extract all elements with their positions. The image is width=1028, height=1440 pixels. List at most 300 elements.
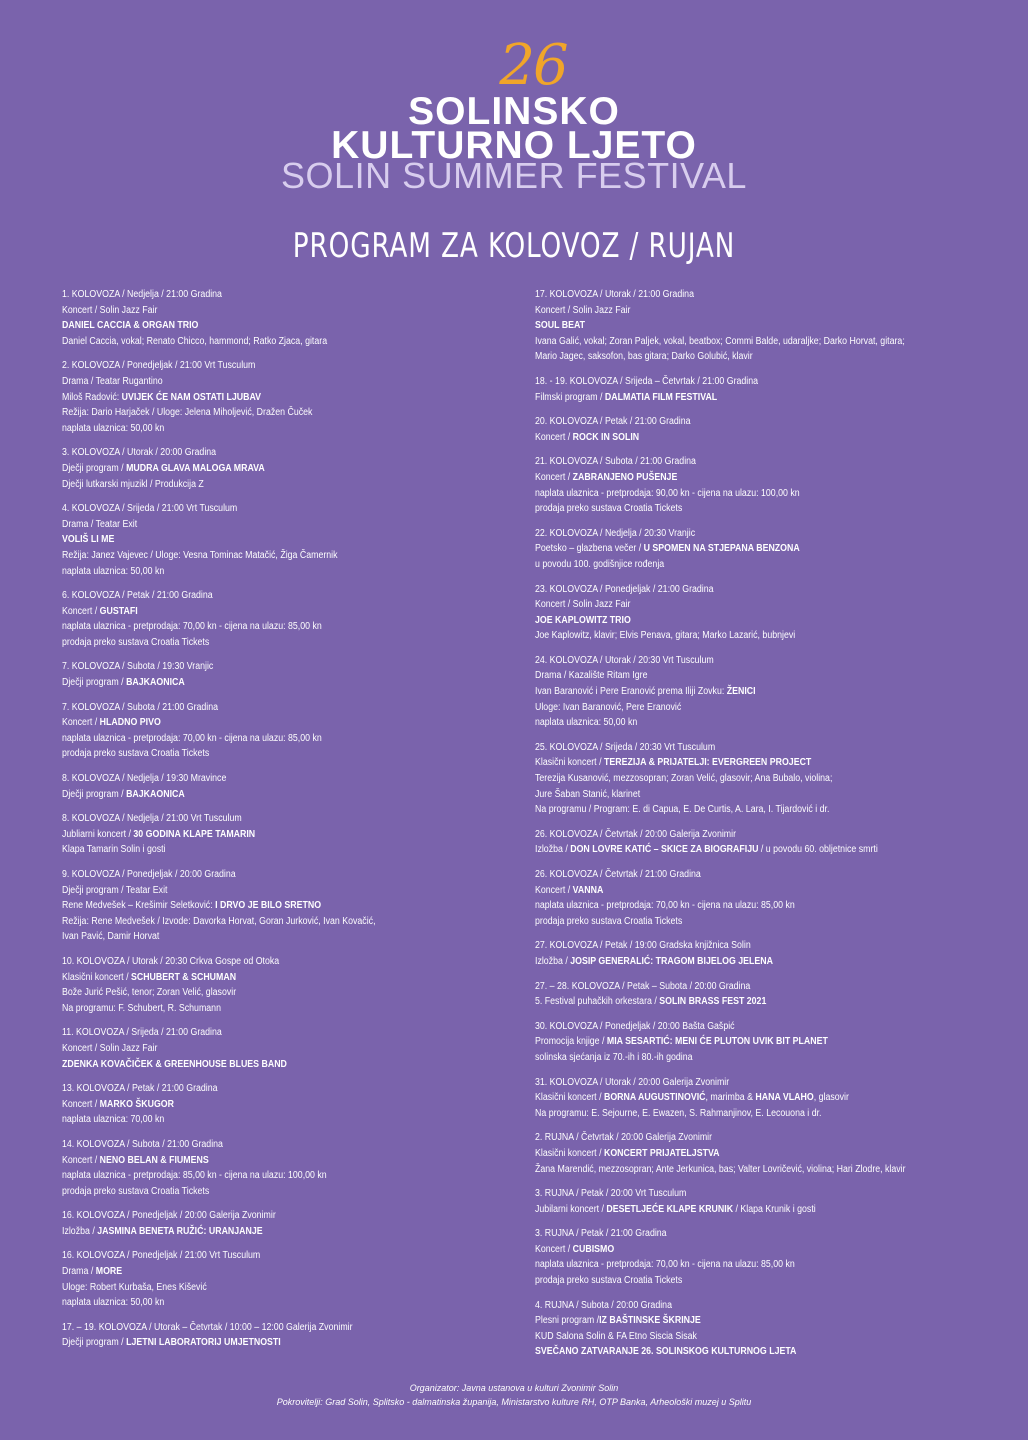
event-line xyxy=(535,303,940,319)
event-line xyxy=(535,334,940,350)
event-text: naplata ulaznica - pretprodaja: 70,00 kn - cijena na ulazu: 85,00 kn xyxy=(535,900,795,912)
event-line xyxy=(62,898,460,914)
event-line xyxy=(62,548,460,564)
event-title: ZABRANJENO PUŠENJE xyxy=(572,471,678,483)
event-title: SVEČANO ZATVARANJE 26. SOLINSKOG KULTURNOG LJETA xyxy=(535,1346,797,1358)
event-line xyxy=(62,1295,460,1311)
event-text: Koncert / Solin Jazz Fair xyxy=(535,304,631,316)
program-column-right xyxy=(535,287,995,1369)
event-item xyxy=(535,740,995,818)
event-text: Klasični koncert / xyxy=(62,971,131,983)
event-line xyxy=(535,1273,940,1289)
event-text: Dječji program / Teatar Exit xyxy=(62,884,168,896)
event-item xyxy=(62,588,514,650)
edition-number: 26 xyxy=(499,33,567,98)
event-date xyxy=(535,653,940,669)
event-line xyxy=(62,405,460,421)
event-text: Klapa Tamarin Solin i gosti xyxy=(62,844,166,856)
event-text: prodaja preko sustava Croatia Tickets xyxy=(62,636,210,648)
event-line xyxy=(535,501,940,517)
event-title: MIA SESARTIĆ: MENI ĆE PLUTON UVIK BIT PLANET xyxy=(606,1036,828,1048)
event-text: 26. KOLOVOZA / Četvrtak / 21:00 Gradina xyxy=(535,869,701,880)
event-line xyxy=(535,914,940,930)
event-title: SOLIN BRASS FEST 2021 xyxy=(659,996,767,1008)
event-line xyxy=(62,970,460,986)
event-line xyxy=(535,898,940,914)
event-item xyxy=(535,1298,995,1360)
event-text: 27. KOLOVOZA / Petak / 19:00 Gradska knjižnica Solin xyxy=(535,940,751,952)
event-line xyxy=(62,1112,460,1128)
event-text: Režija: Dario Harjaček / Uloge: Jelena Miholjević, Dražen Čuček xyxy=(62,407,313,419)
event-item xyxy=(62,811,514,858)
event-text: 7. KOLOVOZA / Subota / 19:30 Vranjic xyxy=(62,661,214,673)
event-text: Bože Jurić Pešić, tenor; Zoran Velić, glasovir xyxy=(62,987,237,999)
event-item xyxy=(62,1025,514,1072)
event-date xyxy=(535,867,940,883)
event-line xyxy=(535,557,940,573)
event-text: Promocija knjige / xyxy=(535,1036,607,1048)
event-title: DON LOVRE KATIĆ – SKICE ZA BIOGRAFIJU xyxy=(570,844,759,856)
event-date xyxy=(535,1075,940,1091)
logo-line-kulturno-ljeto: KULTURNO LJETO xyxy=(331,124,697,167)
event-text: Drama / Kazalište Ritam Igre xyxy=(535,670,648,682)
event-line xyxy=(62,334,460,350)
event-title: ROCK IN SOLIN xyxy=(572,431,640,443)
event-text: prodaja preko sustava Croatia Tickets xyxy=(535,1275,683,1287)
event-text: 17. KOLOVOZA / Utorak / 21:00 Gradina xyxy=(535,289,694,300)
event-item xyxy=(535,979,995,1010)
event-title: BAJKAONICA xyxy=(126,677,185,689)
event-date xyxy=(62,445,460,461)
event-text: 8. KOLOVOZA / Nedjelja / 21:00 Vrt Tusculum xyxy=(62,813,242,825)
event-text: 3. RUJNA / Petak / 20:00 Vrt Tusculum xyxy=(535,1188,687,1200)
event-item xyxy=(535,1186,995,1217)
event-text: Rene Medvešek – Krešimir Seletković: xyxy=(62,900,216,912)
event-text: Na programu: E. Sejourne, E. Ewazen, S. Rahmanjinov, E. Lecouona i dr. xyxy=(535,1107,822,1119)
event-text: Koncert / xyxy=(62,1154,100,1166)
event-title: LJETNI LABORATORIJ UMJETNOSTI xyxy=(126,1337,281,1349)
event-text: naplata ulaznica: 50,00 kn xyxy=(535,717,638,729)
event-text: Dječji program / xyxy=(62,788,127,800)
event-text: u povodu 100. godišnjice rođenja xyxy=(535,558,665,570)
event-title: TEREZIJA & PRIJATELJI: EVERGREEN PROJECT xyxy=(603,757,812,769)
event-title: MUDRA GLAVA MALOGA MRAVA xyxy=(126,462,265,474)
event-line xyxy=(62,1224,460,1240)
event-line xyxy=(535,470,940,486)
event-date xyxy=(62,811,460,827)
event-item xyxy=(62,287,514,349)
event-date xyxy=(535,526,940,542)
event-line xyxy=(535,318,940,334)
event-date xyxy=(535,1226,940,1242)
event-line xyxy=(62,883,460,899)
event-title: DESETLJEĆE KLAPE KRUNIK xyxy=(606,1203,734,1215)
event-line xyxy=(535,1146,940,1162)
event-line xyxy=(62,619,460,635)
event-text: 3. KOLOVOZA / Utorak / 20:00 Gradina xyxy=(62,447,217,459)
event-text: Klasični koncert / xyxy=(535,1092,604,1104)
event-text: prodaja preko sustava Croatia Tickets xyxy=(535,503,683,515)
event-item xyxy=(535,1226,995,1288)
event-title: VANNA xyxy=(572,884,604,896)
event-date xyxy=(535,1130,940,1146)
event-item xyxy=(535,1019,995,1066)
event-title: KONCERT PRIJATELJSTVA xyxy=(603,1147,720,1159)
event-text: Na programu: F. Schubert, R. Schumann xyxy=(62,1002,221,1014)
event-text: KUD Salona Solin & FA Etno Siscia Sisak xyxy=(535,1330,697,1342)
logo-line-summer-festival: SOLIN SUMMER FESTIVAL xyxy=(281,155,747,196)
event-line xyxy=(535,700,940,716)
event-line xyxy=(535,1257,940,1273)
event-line xyxy=(535,486,940,502)
event-text: Koncert / xyxy=(62,717,100,729)
event-item xyxy=(535,414,995,445)
event-date xyxy=(535,287,940,303)
event-date xyxy=(62,1137,460,1153)
event-text: 16. KOLOVOZA / Ponedjeljak / 20:00 Galerija Zvonimir xyxy=(62,1210,276,1222)
event-text: 21. KOLOVOZA / Subota / 21:00 Gradina xyxy=(535,456,696,468)
event-text: Ivan Baranović i Pere Eranović prema Iliji Zovku: xyxy=(535,686,727,698)
event-title: HANA VLAHO xyxy=(755,1092,814,1104)
event-text: Mario Jagec, saksofon, bas gitara; Darko Golubić, klavir xyxy=(535,351,753,363)
event-item xyxy=(535,1075,995,1122)
event-text: naplata ulaznica - pretprodaja: 70,00 kn - cijena na ulazu: 85,00 kn xyxy=(62,732,322,744)
event-line xyxy=(62,1280,460,1296)
event-line xyxy=(62,1168,460,1184)
event-line xyxy=(535,771,940,787)
event-text: Koncert / xyxy=(535,431,573,443)
event-text: 2. RUJNA / Četvrtak / 20:00 Galerija Zvonimir xyxy=(535,1132,713,1144)
event-text: 8. KOLOVOZA / Nedjelja / 19:30 Mravince xyxy=(62,773,227,785)
event-item xyxy=(62,867,514,945)
event-item xyxy=(535,827,995,858)
event-text: 25. KOLOVOZA / Srijeda / 20:30 Vrt Tusculum xyxy=(535,741,716,753)
event-text: 5. Festival puhačkih orkestara / xyxy=(535,996,660,1008)
event-text: Joe Kaplowitz, klavir; Elvis Penava, gitara; Marko Lazarić, bubnjevi xyxy=(535,630,796,642)
event-text: Klasični koncert / xyxy=(535,757,604,769)
event-line xyxy=(535,390,940,406)
event-text: Ivan Pavić, Damir Horvat xyxy=(62,931,160,943)
event-line xyxy=(535,1050,940,1066)
event-item xyxy=(535,1130,995,1177)
event-date xyxy=(535,740,940,756)
event-line xyxy=(62,421,460,437)
event-line xyxy=(535,613,940,629)
event-line xyxy=(62,1153,460,1169)
event-line xyxy=(62,1335,460,1351)
event-text: Plesni program / xyxy=(535,1315,600,1327)
event-title: JASMINA BENETA RUŽIĆ: URANJANJE xyxy=(97,1225,263,1237)
event-text: 30. KOLOVOZA / Ponedjeljak / 20:00 Bašta Gašpić xyxy=(535,1020,735,1032)
event-item xyxy=(535,526,995,573)
footer-organizer: Organizator: Javna ustanova u kulturi Zvonimir Solin xyxy=(409,1383,619,1393)
event-line xyxy=(535,715,940,731)
event-date xyxy=(62,867,460,883)
event-line xyxy=(62,1041,460,1057)
event-date xyxy=(62,1025,460,1041)
event-text: 18. - 19. KOLOVOZA / Srijeda – Četvrtak / 21:00 Gradina xyxy=(535,375,759,387)
event-text: 22. KOLOVOZA / Nedjelja / 20:30 Vranjic xyxy=(535,527,696,539)
event-line xyxy=(62,1057,460,1073)
event-text: 27. – 28. KOLOVOZA / Petak – Subota / 20:00 Gradina xyxy=(535,980,751,992)
event-text: 4. KOLOVOZA / Srijeda / 21:00 Vrt Tusculum xyxy=(62,503,238,515)
event-text: Uloge: Robert Kurbaša, Enes Kišević xyxy=(62,1281,207,1293)
event-text: Koncert / xyxy=(535,471,573,483)
event-text: 4. RUJNA / Subota / 20:00 Gradina xyxy=(535,1299,672,1311)
event-line xyxy=(62,461,460,477)
event-text: Klasični koncert / xyxy=(535,1147,604,1159)
event-text: 20. KOLOVOZA / Petak / 21:00 Gradina xyxy=(535,416,691,428)
event-date xyxy=(535,454,940,470)
event-text: Dječji lutkarski mjuzikl / Produkcija Z xyxy=(62,478,204,490)
event-title: ZDENKA KOVAČIČEK & GREENHOUSE BLUES BAND xyxy=(62,1058,287,1070)
event-item xyxy=(62,1208,514,1239)
event-line xyxy=(62,390,460,406)
event-line xyxy=(535,1242,940,1258)
event-text: prodaja preko sustava Croatia Tickets xyxy=(535,915,683,927)
event-item xyxy=(62,445,514,492)
event-text: naplata ulaznica - pretprodaja: 70,00 kn - cijena na ulazu: 85,00 kn xyxy=(535,1259,795,1271)
event-title: 30 GODINA KLAPE TAMARIN xyxy=(133,828,256,840)
event-date xyxy=(535,938,940,954)
event-text: / u povodu 60. obljetnice smrti xyxy=(758,844,878,856)
event-date xyxy=(62,659,460,675)
event-date xyxy=(535,582,940,598)
event-item xyxy=(535,938,995,969)
event-date xyxy=(535,414,940,430)
event-text: Dječji program / xyxy=(62,1337,127,1349)
event-date xyxy=(535,1298,940,1314)
event-title: HLADNO PIVO xyxy=(99,717,161,729)
event-title: JOSIP GENERALIĆ: TRAGOM BIJELOG JELENA xyxy=(570,955,773,967)
event-text: naplata ulaznica - pretprodaja: 70,00 kn - cijena na ulazu: 85,00 kn xyxy=(62,621,322,633)
event-text: Poetsko – glazbena večer / xyxy=(535,543,644,555)
event-line xyxy=(535,802,940,818)
event-date xyxy=(62,1320,460,1336)
event-title: I DRVO JE BILO SRETNO xyxy=(215,900,322,912)
event-text: / Klapa Krunik i gosti xyxy=(733,1203,816,1215)
event-text: 23. KOLOVOZA / Ponedjeljak / 21:00 Gradina xyxy=(535,583,714,595)
event-date xyxy=(535,1186,940,1202)
event-line xyxy=(535,1313,940,1329)
event-line xyxy=(535,349,940,365)
event-text: Drama / Teatar Rugantino xyxy=(62,375,163,387)
event-line xyxy=(62,318,460,334)
event-title: JOE KAPLOWITZ TRIO xyxy=(535,614,631,626)
event-text: Ivana Galić, vokal; Zoran Paljek, vokal, beatbox; Commi Balde, udaraljke; Darko Horvat, gitara; xyxy=(535,335,905,347)
event-date xyxy=(535,827,940,843)
event-line xyxy=(535,628,940,644)
event-line xyxy=(62,532,460,548)
event-title: NENO BELAN & FIUMENS xyxy=(99,1154,209,1166)
event-title: DANIEL CACCIA & ORGAN TRIO xyxy=(62,320,199,332)
event-text: Žana Marendić, mezzosopran; Ante Jerkunica, bas; Valter Lovričević, violina; Hari Zlodre, klavir xyxy=(535,1163,906,1175)
event-line xyxy=(535,1090,940,1106)
event-date xyxy=(62,358,460,374)
event-text: Koncert / Solin Jazz Fair xyxy=(62,304,158,316)
event-text: naplata ulaznica: 50,00 kn xyxy=(62,1297,165,1309)
event-text: naplata ulaznica: 50,00 kn xyxy=(62,565,165,577)
event-date xyxy=(62,1208,460,1224)
logo-line-solinsko: SOLINSKO xyxy=(408,90,620,133)
event-line xyxy=(62,914,460,930)
event-title: DALMATIA FILM FESTIVAL xyxy=(604,391,718,403)
program-column-left xyxy=(62,287,514,1360)
event-line xyxy=(535,755,940,771)
festival-logo xyxy=(0,0,1028,200)
event-line xyxy=(62,517,460,533)
event-line xyxy=(535,430,940,446)
event-line xyxy=(62,1001,460,1017)
event-date xyxy=(62,588,460,604)
event-title: U SPOMEN NA STJEPANA BENZONA xyxy=(643,543,800,555)
event-text: Jubilarni koncert / xyxy=(535,1203,607,1215)
event-line xyxy=(535,1329,940,1345)
event-title: BORNA AUGUSTINOVIĆ xyxy=(603,1092,706,1104)
event-text: prodaja preko sustava Croatia Tickets xyxy=(62,1185,210,1197)
event-line xyxy=(62,746,460,762)
event-item xyxy=(535,867,995,929)
event-text: Koncert / Solin Jazz Fair xyxy=(62,1042,158,1054)
event-item xyxy=(62,771,514,802)
event-text: Jure Šaban Stanić, klarinet xyxy=(535,788,641,800)
event-item xyxy=(62,1137,514,1199)
event-text: 7. KOLOVOZA / Subota / 21:00 Gradina xyxy=(62,701,219,713)
event-text: Na programu / Program: E. di Capua, E. De Curtis, A. Lara, I. Tijardović i dr. xyxy=(535,804,830,816)
event-text: 26. KOLOVOZA / Četvrtak / 20:00 Galerija Zvonimir xyxy=(535,828,737,840)
event-date xyxy=(62,700,460,716)
event-item xyxy=(535,582,995,644)
event-date xyxy=(535,979,940,995)
event-title: VOLIŠ LI ME xyxy=(62,534,115,546)
event-date xyxy=(62,1081,460,1097)
event-line xyxy=(535,954,940,970)
event-text: Izložba / xyxy=(535,844,571,856)
event-item xyxy=(62,501,514,579)
event-line xyxy=(62,675,460,691)
event-date xyxy=(62,501,460,517)
event-title: ŽENICI xyxy=(726,686,756,698)
event-text: 31. KOLOVOZA / Utorak / 20:00 Galerija Zvonimir xyxy=(535,1076,730,1088)
event-text: Daniel Caccia, vokal; Renato Chicco, hammond; Ratko Zjaca, gitara xyxy=(62,335,328,347)
event-item xyxy=(62,1248,514,1310)
event-line xyxy=(535,1344,940,1360)
event-text: Koncert / Solin Jazz Fair xyxy=(535,599,631,611)
event-title: SCHUBERT & SCHUMAN xyxy=(130,971,237,983)
event-line xyxy=(535,883,940,899)
event-text: 3. RUJNA / Petak / 21:00 Gradina xyxy=(535,1228,667,1240)
event-text: , glasovir xyxy=(813,1092,849,1104)
event-text: 14. KOLOVOZA / Subota / 21:00 Gradina xyxy=(62,1138,223,1150)
event-line xyxy=(62,715,460,731)
event-title: MORE xyxy=(95,1266,123,1278)
event-date xyxy=(535,374,940,390)
event-line xyxy=(535,541,940,557)
event-text: Dječji program / xyxy=(62,677,127,689)
event-text: Jubliarni koncert / xyxy=(62,828,134,840)
event-item xyxy=(535,287,995,365)
event-line xyxy=(62,1184,460,1200)
event-text: Izložba / xyxy=(535,955,571,967)
event-text: Dječji program / xyxy=(62,462,127,474)
event-text: 6. KOLOVOZA / Petak / 21:00 Gradina xyxy=(62,590,213,602)
event-line xyxy=(535,842,940,858)
event-line xyxy=(62,604,460,620)
event-text: 1. KOLOVOZA / Nedjelja / 21:00 Gradina xyxy=(62,289,222,300)
event-text: naplata ulaznica: 70,00 kn xyxy=(62,1114,165,1126)
event-text: Terezija Kusanović, mezzosopran; Zoran Velić, glasovir; Ana Bubalo, violina; xyxy=(535,773,833,785)
event-text: 17. – 19. KOLOVOZA / Utorak – Četvrtak / 10:00 – 12:00 Galerija Zvonimir xyxy=(62,1321,353,1333)
event-item xyxy=(535,653,995,731)
event-item xyxy=(62,1320,514,1351)
event-item xyxy=(62,358,514,436)
event-item xyxy=(62,1081,514,1128)
event-line xyxy=(62,635,460,651)
footer xyxy=(0,1381,1028,1409)
event-line xyxy=(535,994,940,1010)
event-line xyxy=(62,1264,460,1280)
event-line xyxy=(535,597,940,613)
event-line xyxy=(62,827,460,843)
event-text: naplata ulaznica: 50,00 kn xyxy=(62,422,165,434)
event-line xyxy=(62,929,460,945)
event-text: Koncert / xyxy=(62,1098,100,1110)
event-item xyxy=(535,374,995,405)
event-line xyxy=(62,564,460,580)
event-text: 10. KOLOVOZA / Utorak / 20:30 Crkva Gospe od Otoka xyxy=(62,955,280,967)
event-text: Filmski program / xyxy=(535,391,605,403)
event-item xyxy=(62,700,514,762)
event-text: 11. KOLOVOZA / Srijeda / 21:00 Gradina xyxy=(62,1027,222,1039)
footer-sponsors: Pokrovitelji: Grad Solin, Splitsko - dalmatinska županija, Ministarstvo kulture RH, OTP Banka, Arheološki muzej u Splitu xyxy=(276,1397,752,1407)
page-title: PROGRAM ZA KOLOVOZ / RUJAN xyxy=(292,226,736,266)
event-line xyxy=(62,842,460,858)
event-line xyxy=(62,477,460,493)
event-item xyxy=(62,954,514,1016)
event-line xyxy=(535,787,940,803)
event-text: 24. KOLOVOZA / Utorak / 20:30 Vrt Tusculum xyxy=(535,654,714,666)
event-line xyxy=(535,684,940,700)
event-text: 16. KOLOVOZA / Ponedjeljak / 21:00 Vrt Tusculum xyxy=(62,1250,261,1262)
event-text: naplata ulaznica - pretprodaja: 90,00 kn - cijena na ulazu: 100,00 kn xyxy=(535,487,800,499)
event-text: Izložba / xyxy=(62,1225,98,1237)
event-item xyxy=(535,454,995,516)
event-text: Režija: Janez Vajevec / Uloge: Vesna Tominac Matačić, Žiga Čamernik xyxy=(62,549,338,561)
event-date xyxy=(62,771,460,787)
event-text: Drama / Teatar Exit xyxy=(62,518,138,530)
event-text: Uloge: Ivan Baranović, Pere Eranović xyxy=(535,701,682,713)
event-title: MARKO ŠKUGOR xyxy=(99,1098,174,1110)
event-line xyxy=(62,985,460,1001)
event-line xyxy=(535,1106,940,1122)
event-title: CUBISMO xyxy=(572,1243,615,1255)
event-line xyxy=(62,1097,460,1113)
event-date xyxy=(62,1248,460,1264)
event-text: prodaja preko sustava Croatia Tickets xyxy=(62,748,210,760)
event-line xyxy=(62,731,460,747)
event-line xyxy=(535,668,940,684)
event-title: UVIJEK ĆE NAM OSTATI LJUBAV xyxy=(121,391,262,403)
event-text: Koncert / xyxy=(62,605,100,617)
event-date xyxy=(62,954,460,970)
event-text: naplata ulaznica - pretprodaja: 85,00 kn - cijena na ulazu: 100,00 kn xyxy=(62,1170,327,1182)
event-text: Koncert / xyxy=(535,884,573,896)
event-line xyxy=(535,1202,940,1218)
event-date xyxy=(535,1019,940,1035)
event-text: Režija: Rene Medvešek / Izvode: Davorka Horvat, Goran Jurković, Ivan Kovačić, xyxy=(62,915,376,927)
event-text: , marimba & xyxy=(705,1092,756,1104)
event-title: BAJKAONICA xyxy=(126,788,185,800)
